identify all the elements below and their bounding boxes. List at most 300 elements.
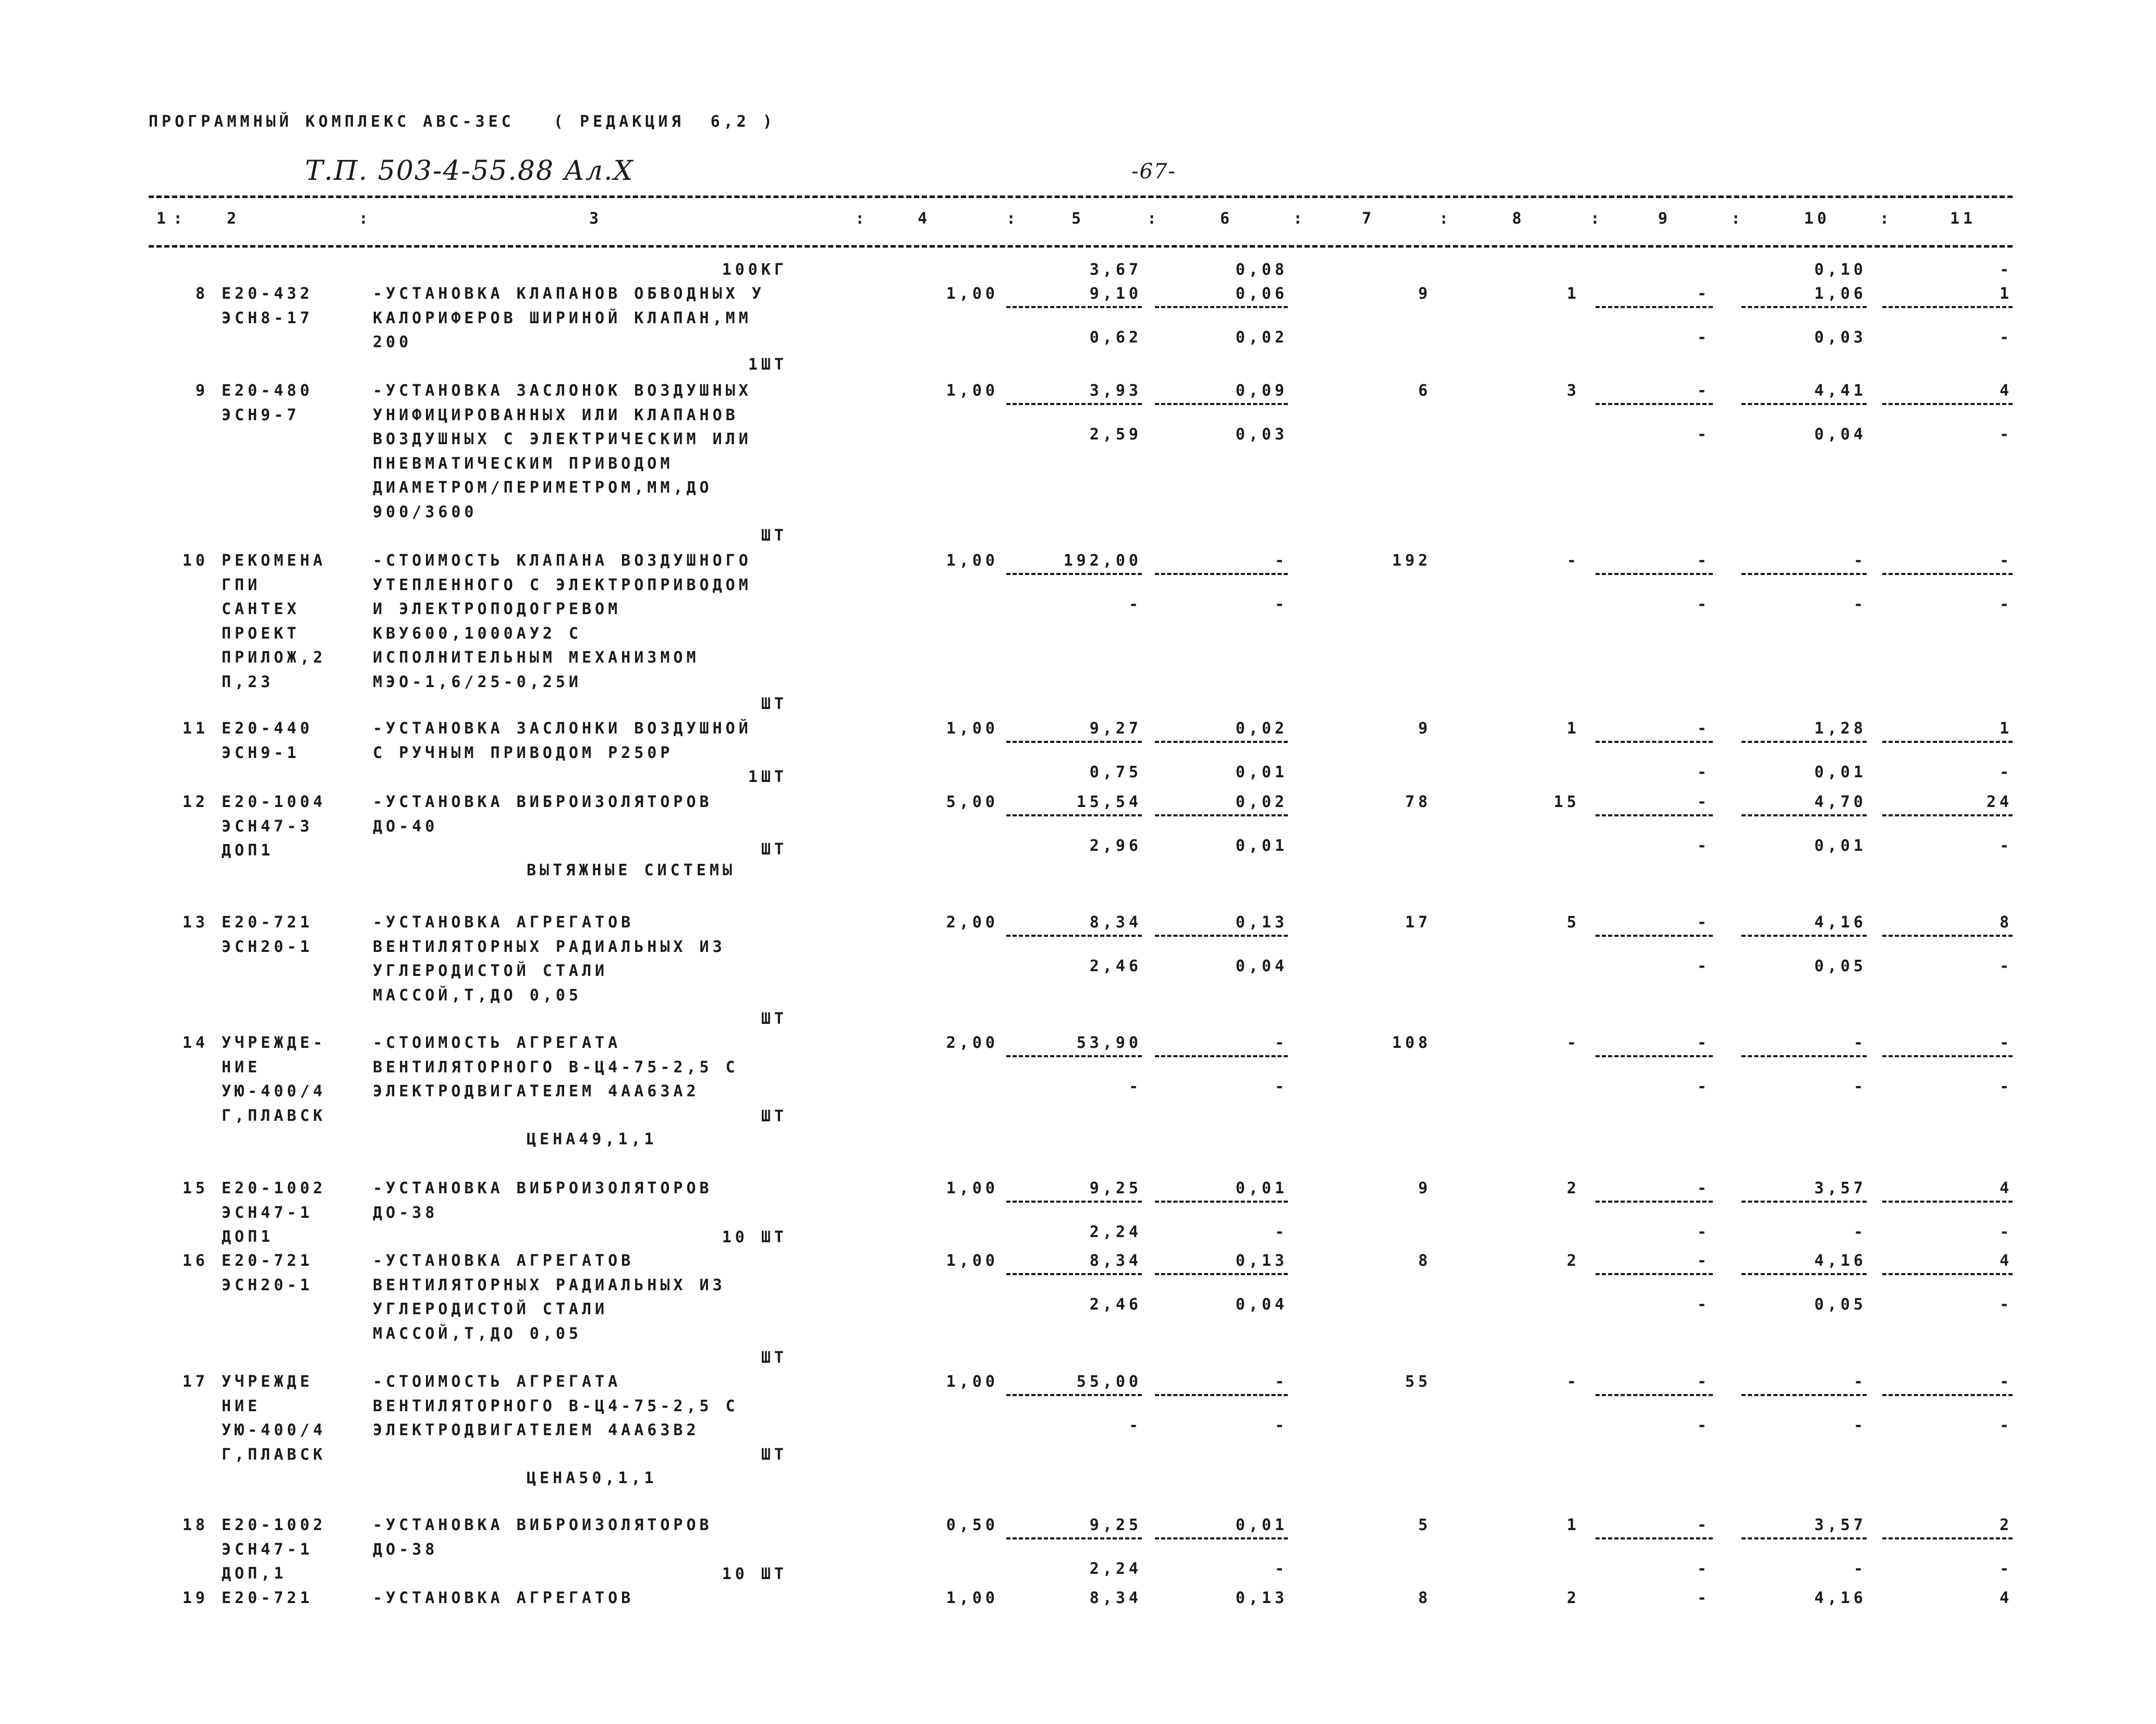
value-divider xyxy=(1882,1394,2013,1396)
description-line: И ЭЛЕКТРОПОДОГРЕВОМ xyxy=(373,600,622,618)
row-number: 17 xyxy=(182,1373,209,1391)
wage-value: - xyxy=(1274,1373,1288,1391)
total-cost-value: 5 xyxy=(1418,1516,1431,1534)
col9-value: - xyxy=(1697,1516,1710,1534)
code-line: ГПИ xyxy=(222,576,261,594)
col9-value: - xyxy=(1697,1373,1710,1391)
value-divider xyxy=(1006,1394,1142,1396)
code-line: ДОП1 xyxy=(222,1228,274,1246)
value-divider xyxy=(1155,741,1288,743)
labor-sub-value: 0,01 xyxy=(1814,836,1867,855)
row-number: 9 xyxy=(195,382,209,400)
labor-total-sub-value: - xyxy=(1999,425,2013,444)
unit-cost-value: 8,34 xyxy=(1089,913,1142,932)
quantity-value: 1,00 xyxy=(946,382,998,400)
machine-wage-value: 0,01 xyxy=(1235,763,1288,781)
description-line: МАССОЙ,Т,ДО 0,05 xyxy=(373,986,582,1005)
value-divider xyxy=(1741,935,1867,937)
col9-value: - xyxy=(1697,285,1710,303)
quantity-value: 0,50 xyxy=(946,1516,998,1534)
value-divider xyxy=(1741,403,1867,405)
col9-value: - xyxy=(1697,382,1710,400)
row-number: 18 xyxy=(182,1516,209,1534)
wage-value: 0,09 xyxy=(1235,382,1288,400)
labor-value: 4,16 xyxy=(1814,913,1867,932)
description-line: -УСТАНОВКА АГРЕГАТОВ xyxy=(373,1589,635,1607)
description-line: ДО-40 xyxy=(373,817,438,836)
description-line: 200 xyxy=(373,333,412,351)
labor-total-value: - xyxy=(1999,1034,2013,1052)
col-sep: : xyxy=(1147,210,1161,228)
code-line: П,23 xyxy=(222,673,274,691)
description-line: ЭЛЕКТРОДВИГАТЕЛЕМ 4АА63А2 xyxy=(373,1082,700,1101)
col-header-6: 6 xyxy=(1220,210,1234,228)
description-line: С РУЧНЫМ ПРИВОДОМ Р250Р xyxy=(373,743,674,762)
unit-cost-value: 9,10 xyxy=(1089,285,1142,303)
col-header-4: 4 xyxy=(918,210,931,228)
machine-cost-value: 0,75 xyxy=(1089,763,1142,781)
program-header: ПРОГРАММНЫЙ КОМПЛЕКС АВС-ЗЕС ( РЕДАКЦИЯ 6,2 ) xyxy=(149,113,776,131)
code-line: Е20-432 xyxy=(222,285,313,303)
labor-total-sub-value: - xyxy=(1999,836,2013,855)
code-line: ЭСН20-1 xyxy=(222,937,313,956)
unit-label: 10 ШТ xyxy=(722,1565,787,1583)
total-wage-value: 1 xyxy=(1566,1516,1580,1534)
labor-total-value: 24 xyxy=(1986,793,2013,811)
code-line: Е20-1002 xyxy=(222,1179,326,1197)
total-cost-value: 9 xyxy=(1418,1179,1431,1197)
total-wage-value: 3 xyxy=(1566,382,1580,400)
value-divider xyxy=(1595,1537,1713,1539)
value-divider xyxy=(1006,306,1142,308)
quantity-value: 1,00 xyxy=(946,1179,998,1197)
quantity-value: 1,00 xyxy=(946,1373,998,1391)
row-number: 13 xyxy=(182,913,209,932)
unit-cost-value: 8,34 xyxy=(1089,1252,1142,1270)
code-line: РЕКОМЕНА xyxy=(222,552,326,570)
machine-wage-value: - xyxy=(1274,1416,1288,1435)
description-line: ВЕНТИЛЯТОРНОГО В-Ц4-75-2,5 С xyxy=(373,1397,739,1415)
code-line: УЮ-400/4 xyxy=(222,1082,326,1101)
quantity-value: 1,00 xyxy=(946,285,998,303)
total-cost-value: 9 xyxy=(1418,285,1431,303)
value-divider xyxy=(1595,306,1713,308)
description-line: -СТОИМОСТЬ АГРЕГАТА xyxy=(373,1373,622,1391)
value-divider xyxy=(1595,741,1713,743)
labor-sub-value: 0,05 xyxy=(1814,1295,1867,1314)
description-line: ИСПОЛНИТЕЛЬНЫМ МЕХАНИЗМОМ xyxy=(373,649,700,667)
col9-value: - xyxy=(1697,793,1710,811)
machine-cost-value: 2,96 xyxy=(1089,836,1142,855)
value-divider xyxy=(1155,573,1288,575)
code-line: ЭСН47-1 xyxy=(222,1540,313,1559)
labor-value: 4,70 xyxy=(1814,793,1867,811)
labor-value: 1,06 xyxy=(1814,285,1867,303)
description-line: -СТОИМОСТЬ АГРЕГАТА xyxy=(373,1034,622,1052)
table-header-rule xyxy=(149,245,2013,248)
value-divider xyxy=(1155,1201,1288,1203)
wage-value: 0,13 xyxy=(1235,1589,1288,1607)
col-header-7: 7 xyxy=(1362,210,1375,228)
total-wage-value: - xyxy=(1566,1373,1580,1391)
code-line: ПРИЛОЖ,2 xyxy=(222,649,326,667)
value-divider xyxy=(1155,306,1288,308)
code-line: ЭСН47-3 xyxy=(222,817,313,836)
machine-wage-value: - xyxy=(1274,1222,1288,1241)
machine-wage-value: - xyxy=(1274,1077,1288,1096)
quantity-value: 2,00 xyxy=(946,913,998,932)
description-line: КВУ600,1000АУ2 С xyxy=(373,624,582,643)
labor-total-value: 2 xyxy=(1999,1516,2013,1534)
value-divider xyxy=(1595,1055,1713,1057)
description-line: ВОЗДУШНЫХ С ЭЛЕКТРИЧЕСКИМ ИЛИ xyxy=(373,430,752,448)
unit-cost-value: 3,93 xyxy=(1089,382,1142,400)
quantity-value: 5,00 xyxy=(946,793,998,811)
col-header-2: 2 xyxy=(227,210,240,228)
labor-total-value: 4 xyxy=(1999,1179,2013,1197)
total-cost-value: 8 xyxy=(1418,1589,1431,1607)
col-header-3: 3 xyxy=(589,210,603,228)
description-line: УТЕПЛЕННОГО С ЭЛЕКТРОПРИВОДОМ xyxy=(373,576,752,594)
value-divider xyxy=(1155,1537,1288,1539)
wage-value: 0,13 xyxy=(1235,913,1288,932)
labor-sub-value: - xyxy=(1853,595,1867,614)
quantity-value: 1,00 xyxy=(946,719,998,738)
labor-total-sub-value: - xyxy=(1999,1416,2013,1435)
total-wage-value: 2 xyxy=(1566,1252,1580,1270)
total-wage-value: 1 xyxy=(1566,285,1580,303)
col-sep: : xyxy=(1006,210,1020,228)
code-line: НИЕ xyxy=(222,1058,261,1077)
labor-total-sub-value: - xyxy=(1999,1077,2013,1096)
description-line: ЭЛЕКТРОДВИГАТЕЛЕМ 4АА63В2 xyxy=(373,1421,700,1439)
code-line: Е20-1002 xyxy=(222,1516,326,1534)
code-line: Е20-440 xyxy=(222,719,313,738)
total-cost-value: 6 xyxy=(1418,382,1431,400)
col9-sub-value: - xyxy=(1697,595,1710,614)
description-line: УНИФИЦИРОВАННЫХ ИЛИ КЛАПАНОВ xyxy=(373,406,739,424)
value-divider xyxy=(1595,1201,1713,1203)
total-cost-value: 192 xyxy=(1392,552,1431,570)
col-header-11: 11 xyxy=(1950,210,1977,228)
price-note: ЦЕНА49,1,1 xyxy=(527,1130,657,1148)
value-divider xyxy=(1155,935,1288,937)
page-number: -67- xyxy=(1131,160,1176,184)
section-title: ВЫТЯЖНЫЕ СИСТЕМЫ xyxy=(527,861,736,879)
labor-sub-value: - xyxy=(1853,1559,1867,1578)
labor-value: 1,28 xyxy=(1814,719,1867,738)
machine-wage-value: 0,04 xyxy=(1235,957,1288,975)
wage-value: 0,02 xyxy=(1235,793,1288,811)
labor-value: - xyxy=(1853,1373,1867,1391)
unit-label: ШТ xyxy=(761,840,787,859)
col9-sub-value: - xyxy=(1697,1295,1710,1314)
labor-total-value: 4 xyxy=(1999,1252,2013,1270)
unit-label: ШТ xyxy=(761,1349,787,1367)
col-sep: : xyxy=(1293,210,1307,228)
col9-sub-value: - xyxy=(1697,957,1710,975)
col9-value: - xyxy=(1697,1179,1710,1197)
description-line: -УСТАНОВКА АГРЕГАТОВ xyxy=(373,913,635,932)
labor-total-value: 1 xyxy=(1999,719,2013,738)
labor-value: 4,41 xyxy=(1814,382,1867,400)
code-line: ЭСН9-1 xyxy=(222,743,300,762)
col9-sub-value: - xyxy=(1697,1222,1710,1241)
value-divider xyxy=(1155,1055,1288,1057)
labor-value: 4,16 xyxy=(1814,1589,1867,1607)
col9-sub-value: - xyxy=(1697,1559,1710,1578)
row-number: 16 xyxy=(182,1252,209,1270)
wage-value: 0,01 xyxy=(1235,1179,1288,1197)
value-divider xyxy=(1595,573,1713,575)
value-divider xyxy=(1006,1055,1142,1057)
value-divider xyxy=(1882,1537,2013,1539)
value-divider xyxy=(1741,1537,1867,1539)
labor-total-sub-value: - xyxy=(1999,763,2013,781)
machine-cost-value: - xyxy=(1128,1416,1142,1435)
description-line: МЭО-1,6/25-0,25И xyxy=(373,673,582,691)
col-sep: : xyxy=(1880,210,1893,228)
col9-sub-value: - xyxy=(1697,425,1710,444)
value-divider xyxy=(1882,1055,2013,1057)
code-line: ЭСН20-1 xyxy=(222,1276,313,1294)
row-number: 11 xyxy=(182,719,209,738)
code-line: УЮ-400/4 xyxy=(222,1421,326,1439)
col9-sub-value: - xyxy=(1697,1416,1710,1435)
value-divider xyxy=(1882,1273,2013,1275)
code-line: УЧРЕЖДЕ- xyxy=(222,1034,326,1052)
machine-wage-value: - xyxy=(1274,1559,1288,1578)
row-number: 12 xyxy=(182,793,209,811)
total-wage-value: 5 xyxy=(1566,913,1580,932)
col9-value: - xyxy=(1697,913,1710,932)
total-cost-value: 17 xyxy=(1405,913,1431,932)
code-line: Е20-721 xyxy=(222,1589,313,1607)
col-header-9: 9 xyxy=(1658,210,1672,228)
labor-value: 3,57 xyxy=(1814,1516,1867,1534)
value-divider xyxy=(1006,1537,1142,1539)
col-header-10: 10 xyxy=(1804,210,1831,228)
labor-total-value: 4 xyxy=(1999,1589,2013,1607)
unit-cost-value: 53,90 xyxy=(1076,1034,1142,1052)
col9-sub-value: - xyxy=(1697,1077,1710,1096)
value-divider xyxy=(1006,741,1142,743)
row-number: 19 xyxy=(182,1589,209,1607)
value-divider xyxy=(1882,741,2013,743)
unit-label: 1ШТ xyxy=(748,356,787,374)
description-line: 900/3600 xyxy=(373,503,478,521)
document-code: Т.П. 503-4-55.88 Ал.X xyxy=(305,155,634,187)
col9-value: - xyxy=(1697,1589,1710,1607)
code-line: САНТЕХ xyxy=(222,600,300,618)
total-wage-value: 15 xyxy=(1553,793,1580,811)
wage-value: 0,06 xyxy=(1235,285,1288,303)
value-divider xyxy=(1006,403,1142,405)
labor-total-sub-value: - xyxy=(1999,1295,2013,1314)
unit-label: ШТ xyxy=(761,695,787,713)
value-divider xyxy=(1882,573,2013,575)
row-number: 8 xyxy=(195,285,209,303)
description-line: -УСТАНОВКА ЗАСЛОНОК ВОЗДУШНЫХ xyxy=(373,382,752,400)
quantity-value: 1,00 xyxy=(946,552,998,570)
unit-label: ШТ xyxy=(761,1446,787,1464)
col9-value: - xyxy=(1697,552,1710,570)
description-line: -УСТАНОВКА АГРЕГАТОВ xyxy=(373,1252,635,1270)
labor-total-value: 4 xyxy=(1999,382,2013,400)
labor-value: - xyxy=(1853,552,1867,570)
wage-value: 0,13 xyxy=(1235,1252,1288,1270)
total-wage-value: 2 xyxy=(1566,1589,1580,1607)
value-divider xyxy=(1741,741,1867,743)
value-divider xyxy=(1741,1201,1867,1203)
col9-value: - xyxy=(1697,719,1710,738)
code-line: Г,ПЛАВСК xyxy=(222,1445,326,1464)
quantity-value: 2,00 xyxy=(946,1034,998,1052)
machine-cost-value: 2,24 xyxy=(1089,1222,1142,1241)
machine-cost-value: 2,46 xyxy=(1089,1295,1142,1314)
unit-cost-value: 192,00 xyxy=(1063,552,1142,570)
code-line: ПРОЕКТ xyxy=(222,624,300,643)
value-divider xyxy=(1595,1394,1713,1396)
code-line: Е20-721 xyxy=(222,1252,313,1270)
total-wage-value: - xyxy=(1566,1034,1580,1052)
labor-total-value: 1 xyxy=(1999,285,2013,303)
value-divider xyxy=(1595,1273,1713,1275)
col-sep: : xyxy=(1439,210,1453,228)
description-line: МАССОЙ,Т,ДО 0,05 xyxy=(373,1324,582,1343)
description-line: ВЕНТИЛЯТОРНЫХ РАДИАЛЬНЫХ ИЗ xyxy=(373,937,726,956)
wage-value: - xyxy=(1274,552,1288,570)
value-divider xyxy=(1006,814,1142,816)
col-sep: : xyxy=(173,210,187,228)
value-divider xyxy=(1882,935,2013,937)
total-cost-value: 78 xyxy=(1405,793,1431,811)
value-divider xyxy=(1006,935,1142,937)
labor-total-sub-value: - xyxy=(1999,1222,2013,1241)
machine-cost-value: 2,59 xyxy=(1089,425,1142,444)
wage-value: 0,08 xyxy=(1235,261,1288,279)
labor-sub-value: - xyxy=(1853,1222,1867,1241)
code-line: Е20-480 xyxy=(222,382,313,400)
row-number: 15 xyxy=(182,1179,209,1197)
wage-value: 0,01 xyxy=(1235,1516,1288,1534)
total-wage-value: - xyxy=(1566,552,1580,570)
col9-value: - xyxy=(1697,1034,1710,1052)
code-line: УЧРЕЖДЕ xyxy=(222,1373,313,1391)
unit-cost-value: 8,34 xyxy=(1089,1589,1142,1607)
description-line: ПНЕВМАТИЧЕСКИМ ПРИВОДОМ xyxy=(373,454,674,473)
code-line: Г,ПЛАВСК xyxy=(222,1106,326,1125)
code-line: НИЕ xyxy=(222,1397,261,1415)
unit-label: ШТ xyxy=(761,1010,787,1028)
row-number: 14 xyxy=(182,1034,209,1052)
row-number: 10 xyxy=(182,552,209,570)
machine-wage-value: 0,03 xyxy=(1235,425,1288,444)
value-divider xyxy=(1882,1201,2013,1203)
total-cost-value: 55 xyxy=(1405,1373,1431,1391)
labor-total-value: 8 xyxy=(1999,913,2013,932)
code-line: ЭСН47-1 xyxy=(222,1203,313,1222)
code-line: ЭСН9-7 xyxy=(222,406,300,424)
col-header-8: 8 xyxy=(1512,210,1526,228)
labor-sub-value: 0,04 xyxy=(1814,425,1867,444)
description-line: -СТОИМОСТЬ КЛАПАНА ВОЗДУШНОГО xyxy=(373,552,752,570)
code-line: Е20-721 xyxy=(222,913,313,932)
labor-total-sub-value: - xyxy=(1999,328,2013,347)
description-line: УГЛЕРОДИСТОЙ СТАЛИ xyxy=(373,1300,608,1318)
value-divider xyxy=(1006,573,1142,575)
machine-wage-value: 0,04 xyxy=(1235,1295,1288,1314)
col9-sub-value: - xyxy=(1697,836,1710,855)
total-cost-value: 8 xyxy=(1418,1252,1431,1270)
labor-value: 3,57 xyxy=(1814,1179,1867,1197)
labor-sub-value: - xyxy=(1853,1416,1867,1435)
value-divider xyxy=(1155,814,1288,816)
total-wage-value: 2 xyxy=(1566,1179,1580,1197)
value-divider xyxy=(1741,1055,1867,1057)
labor-total-sub-value: - xyxy=(1999,1559,2013,1578)
unit-label: 100КГ xyxy=(722,261,787,279)
labor-total-value: - xyxy=(1999,552,2013,570)
unit-cost-value: 9,27 xyxy=(1089,719,1142,738)
description-line: -УСТАНОВКА КЛАПАНОВ ОБВОДНЫХ У xyxy=(373,285,765,303)
col-sep: : xyxy=(1590,210,1604,228)
value-divider xyxy=(1741,1394,1867,1396)
unit-label: 1ШТ xyxy=(748,768,787,786)
col-sep: : xyxy=(1731,210,1745,228)
col9-sub-value: - xyxy=(1697,328,1710,347)
machine-wage-value: 0,01 xyxy=(1235,836,1288,855)
description-line: -УСТАНОВКА ЗАСЛОНКИ ВОЗДУШНОЙ xyxy=(373,719,752,738)
labor-total-sub-value: - xyxy=(1999,957,2013,975)
machine-cost-value: 0,62 xyxy=(1089,328,1142,347)
col-header-5: 5 xyxy=(1071,210,1085,228)
description-line: ДИАМЕТРОМ/ПЕРИМЕТРОМ,ММ,ДО xyxy=(373,479,713,497)
col-sep: : xyxy=(855,210,869,228)
unit-label: ШТ xyxy=(761,527,787,545)
price-note: ЦЕНА50,1,1 xyxy=(527,1469,657,1487)
description-line: ВЕНТИЛЯТОРНЫХ РАДИАЛЬНЫХ ИЗ xyxy=(373,1276,726,1294)
labor-total-value: - xyxy=(1999,1373,2013,1391)
value-divider xyxy=(1595,935,1713,937)
value-divider xyxy=(1155,1273,1288,1275)
machine-wage-value: 0,02 xyxy=(1235,328,1288,347)
description-line: КАЛОРИФЕРОВ ШИРИНОЙ КЛАПАН,ММ xyxy=(373,309,752,327)
labor-total-sub-value: - xyxy=(1999,595,2013,614)
value-divider xyxy=(1006,1201,1142,1203)
unit-cost-value: 9,25 xyxy=(1089,1179,1142,1197)
value-divider xyxy=(1741,814,1867,816)
total-wage-value: 1 xyxy=(1566,719,1580,738)
col-header-1: 1 xyxy=(156,210,170,228)
value-divider xyxy=(1882,814,2013,816)
description-line: ДО-38 xyxy=(373,1203,438,1222)
value-divider xyxy=(1741,1273,1867,1275)
value-divider xyxy=(1595,403,1713,405)
value-divider xyxy=(1155,403,1288,405)
machine-cost-value: - xyxy=(1128,1077,1142,1096)
description-line: ВЕНТИЛЯТОРНОГО В-Ц4-75-2,5 С xyxy=(373,1058,739,1077)
unit-cost-value: 9,25 xyxy=(1089,1516,1142,1534)
value-divider xyxy=(1155,1394,1288,1396)
description-line: УГЛЕРОДИСТОЙ СТАЛИ xyxy=(373,962,608,980)
description-line: -УСТАНОВКА ВИБРОИЗОЛЯТОРОВ xyxy=(373,1516,713,1534)
col9-value: - xyxy=(1697,1252,1710,1270)
unit-label: ШТ xyxy=(761,1107,787,1126)
table-top-rule xyxy=(149,195,2013,198)
labor-value: - xyxy=(1853,1034,1867,1052)
labor-total-value: - xyxy=(1999,261,2013,279)
